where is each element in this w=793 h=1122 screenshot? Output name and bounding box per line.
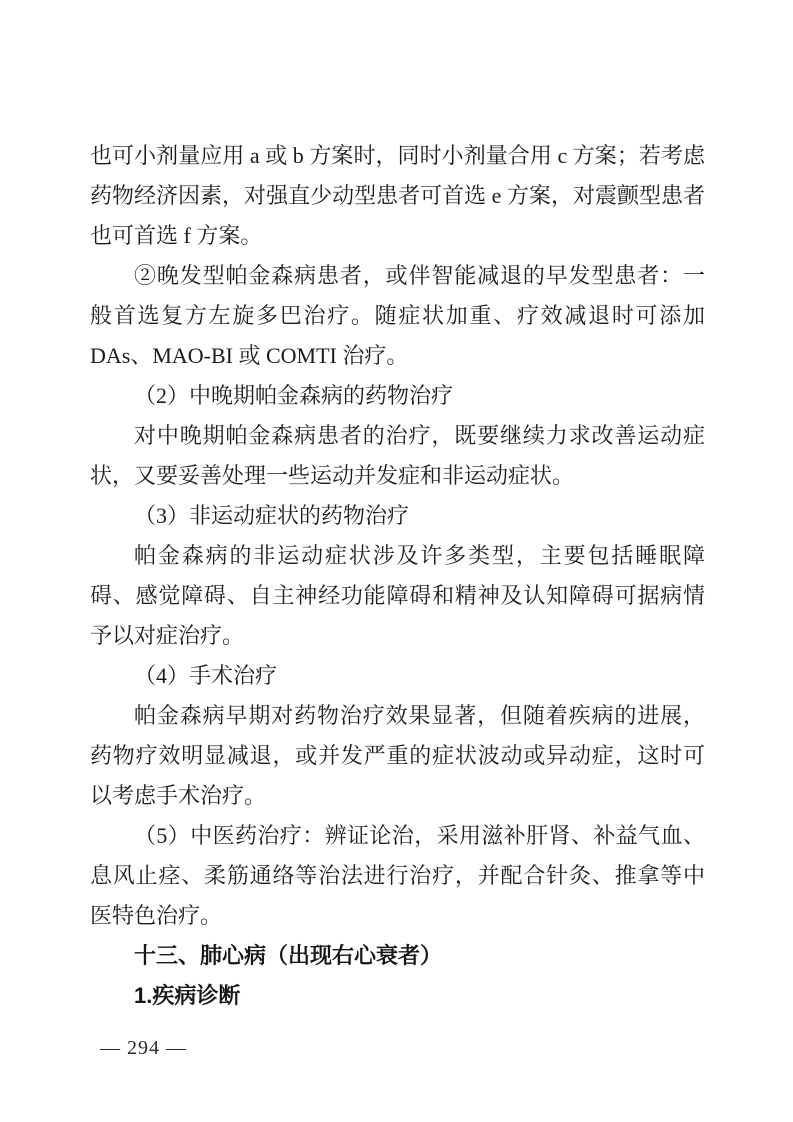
para-continuation-regimen-options: 也可小剂量应用 a 或 b 方案时，同时小剂量合用 c 方案；若考虑药物经济因素，对强直少动型患者可首选 e 方案，对震颤型患者也可首选 f 方案。 [90, 143, 705, 248]
para-heading-non-motor-symptom-drug-therapy: （3）非运动症状的药物治疗 [134, 503, 410, 528]
page-body [90, 136, 705, 1016]
para-heading-mid-late-stage-drug-therapy: （2）中晚期帕金森病的药物治疗 [134, 383, 454, 408]
subsection-heading-disease-diagnosis: 1.疾病诊断 [134, 983, 241, 1008]
para-non-motor-symptoms: 帕金森病的非运动症状涉及许多类型，主要包括睡眠障碍、感觉障碍、自主神经功能障碍和精神及认知障碍可据病情予以对症治疗。 [90, 543, 705, 648]
page-number: — 294 — [100, 1037, 187, 1059]
para-mid-late-stage-treatment: 对中晚期帕金森病患者的治疗，既要继续力求改善运动症状，又要妥善处理一些运动并发症和非运动症状。 [90, 423, 705, 488]
para-late-onset-patients: ②晚发型帕金森病患者，或伴智能减退的早发型患者：一般首选复方左旋多巴治疗。随症状加重、疗效减退时可添加 DAs、MAO-BI 或 COMTI 治疗。 [90, 263, 705, 368]
para-tcm-treatment: （5）中医药治疗：辨证论治，采用滋补肝肾、补益气血、息风止痉、柔筋通络等治法进行治疗，并配合针灸、推拿等中医特色治疗。 [90, 823, 705, 928]
para-surgical-treatment-detail: 帕金森病早期对药物治疗效果显著，但随着疾病的进展，药物疗效明显减退，或并发严重的症状波动或异动症，这时可以考虑手术治疗。 [90, 703, 705, 808]
section-heading-cor-pulmonale: 十三、肺心病（出现右心衰者） [134, 943, 443, 968]
para-heading-surgical-treatment: （4）手术治疗 [134, 663, 278, 688]
